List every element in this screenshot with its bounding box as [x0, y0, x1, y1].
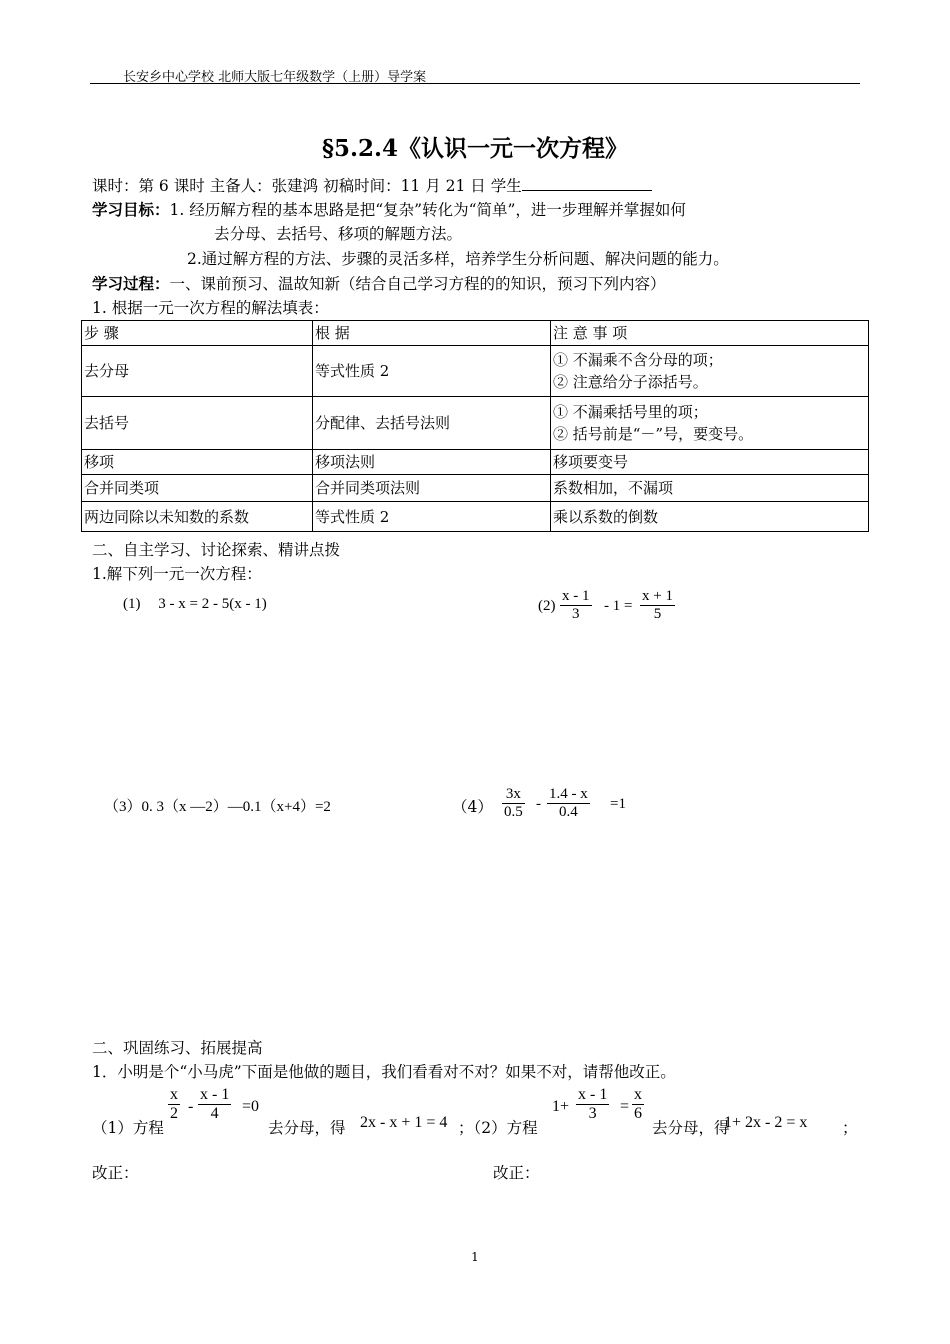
step-cell: 两边同除以未知数的系数 [82, 502, 313, 532]
practice-1-fraction-2 [198, 1086, 231, 1123]
practice-1-label: （1）方程 [92, 1119, 164, 1137]
practice-2-label: ；（2）方程 [458, 1119, 538, 1137]
objective-1-cont: 去分母、去括号、移项的解题方法。 [214, 225, 463, 243]
section-3-question: 1．小明是个“小马虎”下面是他做的题目，我们看看对不对？如果不对，请帮他改正。 [92, 1063, 676, 1081]
step-cell: 去括号 [82, 397, 313, 450]
numerator: x - 1 [578, 1086, 608, 1103]
process-text: 一、课前预习、温故知新（结合自己学习方程的的知识，预习下列内容） [169, 275, 666, 293]
basis-cell: 分配律、去括号法则 [313, 397, 551, 450]
practice-2-lhs: 1+ [552, 1098, 570, 1115]
practice-2-fraction-1 [576, 1086, 609, 1123]
info-text: 课时：第 6 课时 主备人：张建鸿 初稿时间：11 月 21 日 学生 [92, 177, 522, 195]
numerator: x + 1 [642, 588, 673, 604]
eq4-fraction-1 [502, 786, 525, 821]
denominator: 0.4 [559, 804, 578, 820]
denominator: 2 [170, 1105, 178, 1122]
q1-title: 1. 根据一元一次方程的解法填表： [92, 299, 329, 317]
correction-2-label: 改正： [493, 1164, 540, 1182]
practice-2-result: 1+ 2x - 2 = x [724, 1114, 808, 1131]
step-cell: 移项 [82, 450, 313, 475]
note-line: ① 不漏乘括号里的项； [553, 403, 708, 421]
equation-3: （3）0. 3（x —2）—0.1（x+4）=2 [104, 799, 331, 815]
table-row [82, 397, 869, 450]
practice-1-minus: - [188, 1098, 194, 1115]
practice-1-text: 去分母，得 [268, 1119, 346, 1137]
note-line: ① 不漏乘不含分母的项； [553, 351, 723, 369]
process-line [92, 272, 666, 294]
notes-cell [551, 346, 869, 397]
info-line [92, 174, 652, 196]
process-label: 学习过程： [92, 274, 170, 293]
practice-1-result: 2x - x + 1 = 4 [360, 1114, 448, 1131]
student-name-blank [522, 176, 652, 191]
table-row [82, 502, 869, 532]
solution-steps-table [81, 320, 869, 532]
correction-1-label: 改正： [92, 1164, 139, 1182]
note-line: ② 括号前是“－”号，要变号。 [553, 425, 754, 443]
eq2-mid: - 1 = [604, 598, 633, 614]
denominator: 0.5 [504, 804, 523, 820]
eq1-label: (1) [123, 596, 141, 612]
page-header: 长安乡中心学校 北师大版七年级数学（上册）导学案 [123, 70, 427, 85]
table-row [82, 450, 869, 475]
eq2-fraction-1 [560, 588, 592, 623]
objectives-line1 [92, 198, 686, 220]
denominator: 4 [210, 1105, 219, 1122]
note-line: ② 注意给分子添括号。 [553, 373, 708, 391]
eq2-label: (2) [538, 598, 556, 614]
header-notes: 注 意 事 项 [551, 321, 869, 346]
header-step: 步 骤 [82, 321, 313, 346]
section-2-title: 二、自主学习、讨论探索、精讲点拨 [92, 541, 341, 559]
notes-cell: 系数相加，不漏项 [551, 475, 869, 502]
denominator: 6 [634, 1105, 642, 1122]
step-cell: 去分母 [82, 346, 313, 397]
basis-cell: 等式性质 2 [313, 502, 551, 532]
basis-cell: 合并同类项法则 [313, 475, 551, 502]
basis-cell: 移项法则 [313, 450, 551, 475]
numerator: x [634, 1086, 642, 1103]
denominator: 3 [572, 606, 580, 622]
step-cell: 合并同类项 [82, 475, 313, 502]
practice-2-eq: = [620, 1098, 630, 1115]
basis-cell: 等式性质 2 [313, 346, 551, 397]
page-number: 1 [471, 1250, 479, 1264]
eq2-fraction-2 [640, 588, 675, 623]
eq1-text: 3 - x = 2 - 5(x - 1) [158, 596, 267, 612]
header-rule [90, 83, 860, 84]
notes-cell: 乘以系数的倒数 [551, 502, 869, 532]
section-3-title: 二、巩固练习、拓展提高 [92, 1039, 263, 1057]
numerator: 3x [505, 786, 521, 802]
practice-1-fraction-1 [168, 1086, 180, 1123]
eq4-minus: - [536, 796, 541, 812]
objective-2: 2.通过解方程的方法、步骤的灵活多样，培养学生分析问题、解决问题的能力。 [187, 250, 729, 268]
header-basis: 根 据 [313, 321, 551, 346]
denominator: 3 [588, 1105, 597, 1122]
notes-cell: 移项要变号 [551, 450, 869, 475]
numerator: x [170, 1086, 178, 1103]
table-header-row [82, 321, 869, 346]
section-2-question: 1.解下列一元一次方程： [92, 565, 262, 583]
denominator: 5 [653, 606, 662, 622]
table-row [82, 346, 869, 397]
notes-cell [551, 397, 869, 450]
eq4-rhs: =1 [610, 796, 626, 812]
numerator: x - 1 [200, 1086, 230, 1103]
objectives-label: 学习目标： [92, 200, 170, 219]
numerator: x - 1 [562, 588, 590, 604]
eq4-fraction-2 [547, 786, 590, 821]
practice-1-rhs: =0 [242, 1098, 260, 1115]
objective-1: 1. 经历解方程的基本思路是把“复杂”转化为“简单”，进一步理解并掌握如何 [169, 201, 686, 219]
eq4-label: （4） [452, 798, 493, 816]
table-row [82, 475, 869, 502]
equation-1 [123, 596, 267, 613]
practice-2-end: ； [842, 1119, 858, 1137]
practice-2-fraction-2 [632, 1086, 644, 1123]
page-title: §5.2.4《认识一元一次方程》 [321, 135, 629, 162]
practice-2-text: 去分母，得 [652, 1119, 730, 1137]
numerator: 1.4 - x [549, 786, 588, 802]
